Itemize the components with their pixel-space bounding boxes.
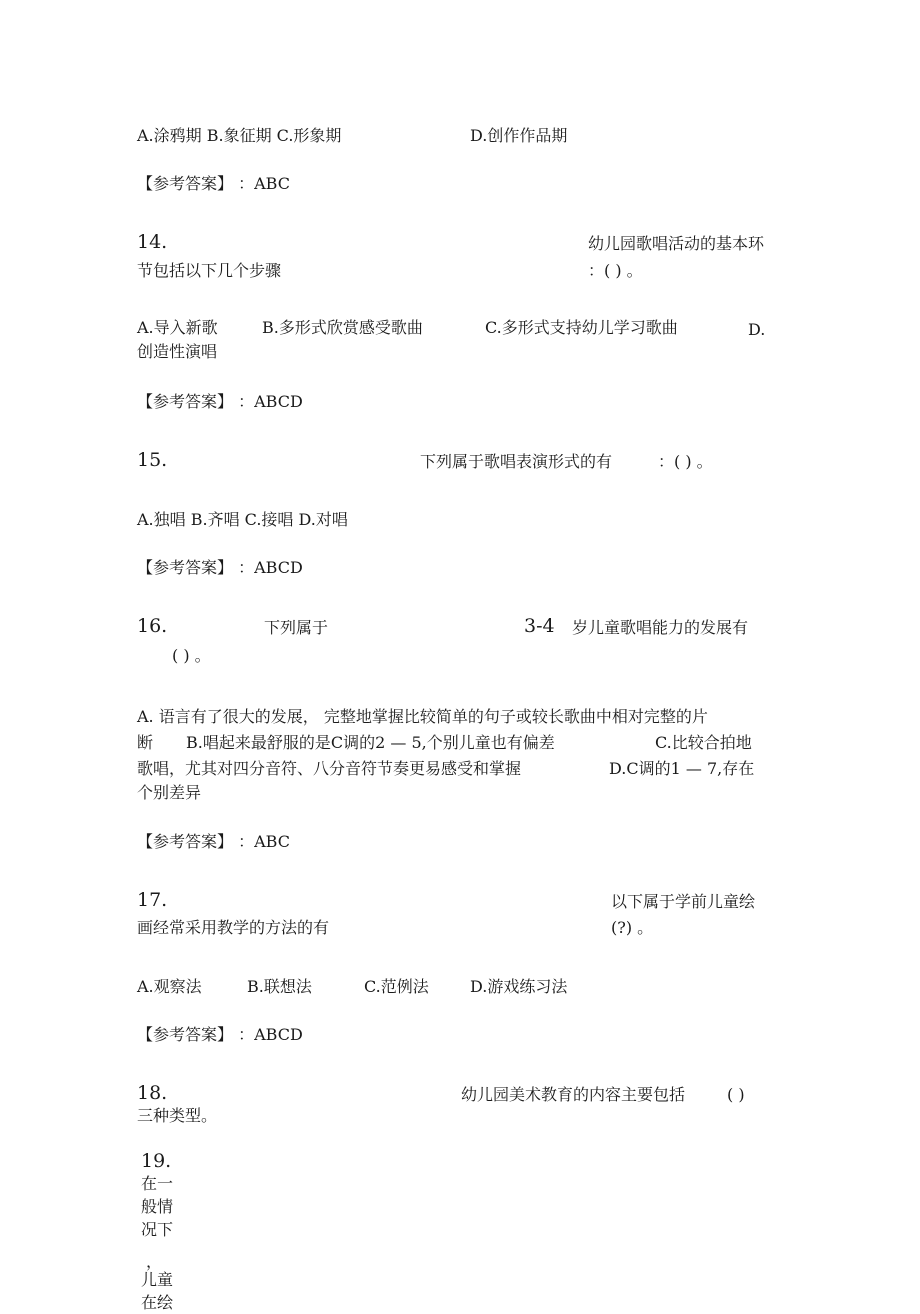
q14-option-b: B.多形式欣赏感受歌曲: [262, 318, 423, 337]
q14-number: 14.: [137, 231, 168, 253]
q13-options: A.涂鸦期 B.象征期 C.形象期: [137, 126, 342, 145]
q18-number: 18.: [137, 1082, 168, 1104]
q17-option-b: B.联想法: [247, 977, 312, 996]
q16-option-line-3a: 歌唱，尤其对四分音符、八分音符节奏更易感受和掌握: [137, 759, 522, 778]
q17-answer: 【参考答案】 ：ABCD: [137, 1025, 303, 1044]
q16-option-line-2b: B.唱起来最舒服的是C调的2 — 5,个别儿童也有偏差: [186, 733, 555, 752]
q18-stem-end: 三种类型。: [137, 1106, 218, 1125]
q18-stem: 幼儿园美术教育的内容主要包括: [461, 1085, 686, 1104]
q14-stem-right: 幼儿园歌唱活动的基本环: [588, 234, 765, 253]
q16-number: 16.: [137, 615, 168, 637]
q19-number: 19.: [141, 1150, 172, 1172]
q14-option-c: C.多形式支持幼儿学习歌曲: [485, 318, 678, 337]
q16-option-line-3b: D.C调的1 — 7,存在: [609, 759, 755, 778]
q19-text-continued: 儿童在绘: [141, 1270, 174, 1312]
q15-number: 15.: [137, 449, 168, 471]
q15-blank: ：( ) 。: [658, 452, 713, 471]
q17-blank: (?) 。: [611, 918, 654, 937]
q16-option-line-1: A. 语言有了很大的发展， 完整地掌握比较简单的句子或较长歌曲中相对完整的片: [137, 707, 708, 726]
q16-stem-b: 岁儿童歌唱能力的发展有: [572, 618, 749, 637]
q16-answer: 【参考答案】 ：ABC: [137, 832, 290, 851]
q16-option-line-2a: 断: [137, 733, 154, 752]
q17-option-d: D.游戏练习法: [470, 977, 568, 996]
q14-stem-left: 节包括以下几个步骤: [137, 261, 282, 280]
q15-options: A.独唱 B.齐唱 C.接唱 D.对唱: [137, 510, 348, 529]
q14-option-d-text: 创造性演唱: [137, 342, 218, 361]
q17-stem-left: 画经常采用教学的方法的有: [137, 918, 330, 937]
q18-blank: ( ): [727, 1085, 745, 1104]
q16-blank: ( ) 。: [172, 646, 211, 665]
q17-number: 17.: [137, 889, 168, 911]
q14-option-a: A.导入新歌: [137, 318, 218, 337]
q17-stem-right: 以下属于学前儿童绘: [611, 892, 756, 911]
q19-comma: ，: [146, 1252, 163, 1271]
q13-option-d: D.创作作品期: [470, 126, 568, 145]
q14-option-d: D.: [748, 320, 766, 339]
q15-answer: 【参考答案】 ：ABCD: [137, 558, 303, 577]
q16-stem-a: 下列属于: [264, 618, 329, 637]
q14-blank: ：( ) 。: [588, 261, 643, 280]
q16-option-line-2c: C.比较合拍地: [655, 733, 752, 752]
q17-option-c: C.范例法: [364, 977, 429, 996]
q17-option-a: A.观察法: [137, 977, 202, 996]
q14-answer: 【参考答案】 ：ABCD: [137, 392, 303, 411]
q16-option-line-4: 个别差异: [137, 783, 202, 802]
q16-stem-age: 3-4: [524, 615, 555, 637]
q13-answer: 【参考答案】 ：ABC: [137, 174, 290, 193]
q19-text: 在一般情况下: [141, 1174, 174, 1239]
q15-stem: 下列属于歌唱表演形式的有: [420, 452, 613, 471]
